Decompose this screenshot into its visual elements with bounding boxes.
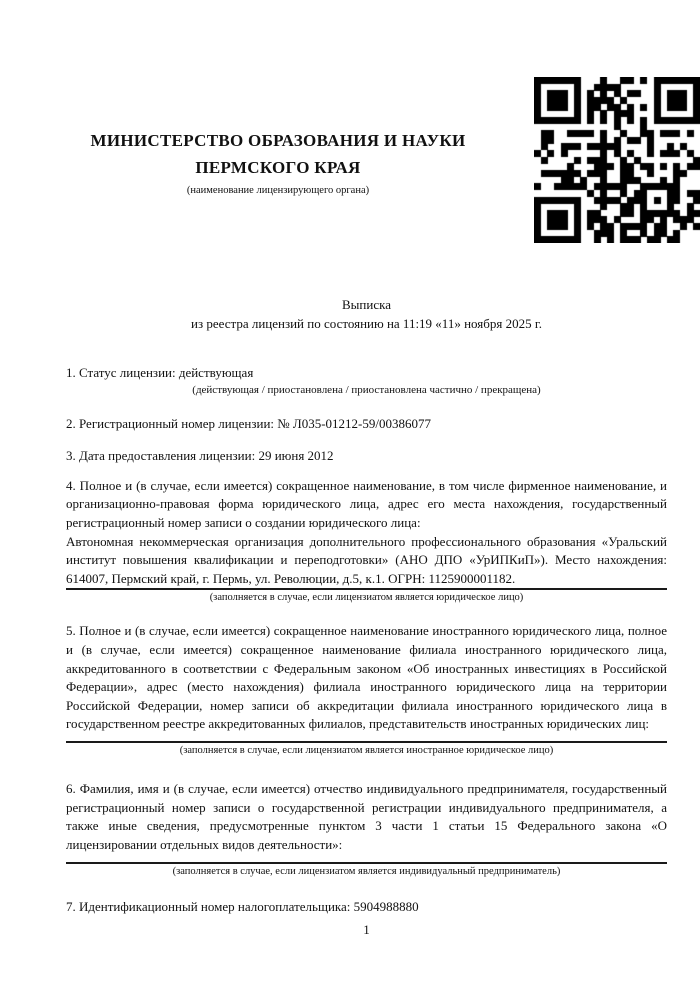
item-individual-entrepreneur-label: 6. Фамилия, имя и (в случае, если имеется) отчество индивидуального предпринимателя, государственный регистрационный номер записи о государственной регистрации индивидуального предпринимателя, а также иные сведения, предусмотренные пунктом 3 части 1 статьи 15 Федерального закона «О лицензировании отдельных видов деятельности»: [66, 780, 667, 852]
document-content [66, 0, 667, 917]
licensing-authority-header [66, 127, 490, 198]
ministry-name-line1: МИНИСТЕРСТВО ОБРАЗОВАНИЯ И НАУКИ [90, 131, 466, 150]
item-license-status: 1. Статус лицензии: действующая [66, 365, 254, 380]
item-foreign-entity [66, 622, 667, 758]
item-legal-entity-value: Автономная некоммерческая организация дополнительного профессионального образования «Уральский институт повышения квалификации и переподготовки» (АНО ДПО «УрИПКиП»). Место нахождения: 614007, Пермский край, г. Пермь, ул. Революции, д.5, к.1. ОГРН: 1125900001182. [66, 533, 667, 586]
item-registration-number: 2. Регистрационный номер лицензии: № Л035-01212-59/00386077 [66, 415, 432, 431]
fill-space-foreign-entity [66, 734, 667, 741]
item-legal-entity-label: 4. Полное и (в случае, если имеется) сокращенное наименование, в том числе фирменное наименование, и организационно-правовая форма юридического лица, адрес его места нахождения, государственный регистрационный номер записи о создании юридического лица: [66, 477, 667, 530]
document-title-line1: Выписка [342, 297, 391, 312]
ministry-name-line2: ПЕРМСКОГО КРАЯ [195, 158, 361, 177]
page-number: 1 [363, 922, 370, 937]
fill-caption-foreign-entity: (заполняется в случае, если лицензиатом является иностранное юридическое лицо) [179, 744, 554, 756]
item-individual-entrepreneur [66, 780, 667, 879]
document-title-line2: из реестра лицензий по состоянию на 11:19 «11» ноября 2025 г. [191, 316, 542, 331]
item-license-date: 3. Дата предоставления лицензии: 29 июня 2012 [66, 448, 334, 464]
ministry-caption: (наименование лицензирующего органа) [186, 185, 370, 196]
item-legal-entity [66, 477, 667, 606]
item-taxpayer-number: 7. Идентификационный номер налогоплательщика: 5904988880 [66, 899, 419, 915]
item-foreign-entity-label: 5. Полное и (в случае, если имеется) сокращенное наименование иностранного юридического лица, полное и (в случае, если имеется) сокращенное наименование филиала иностранного юридического лица, аккредитованного в соответствии с Федеральным законом «Об иностранных инвестициях в Российской Федерации», адрес (место нахождения) филиала иностранного юридического лица на территории Российской Федерации, номер записи об аккредитации филиала иностранного юридического лица в государственном реестре аккредитованных филиалов, представительств иностранных юридических лиц: [66, 623, 667, 732]
fill-space-individual-entrepreneur [66, 854, 667, 862]
document-title [66, 295, 667, 333]
fill-caption-legal-entity: (заполняется в случае, если лицензиатом является юридическое лицо) [209, 592, 524, 604]
fill-caption-individual-entrepreneur: (заполняется в случае, если лицензиатом является индивидуальный предприниматель) [172, 866, 561, 878]
item-license-status-note: (действующая / приостановлена / приостановлена частично / прекращена) [192, 383, 541, 396]
